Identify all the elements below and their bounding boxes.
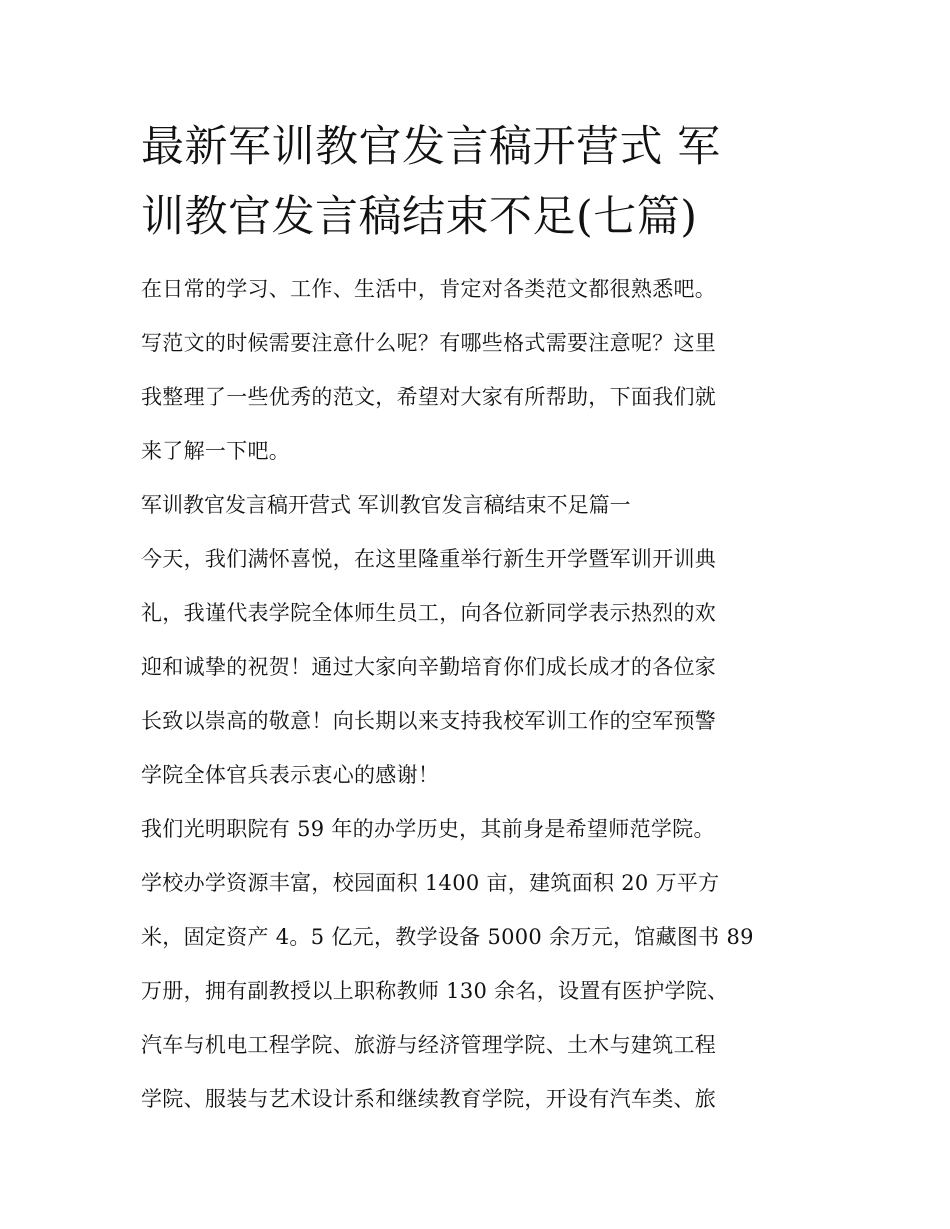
text-line: 学院全体官兵表示衷心的感谢！ [141,763,440,787]
document-title [141,112,821,252]
text-line: 来了解一下吧。 [141,439,291,463]
text-line: 汽车与机电工程学院、旅游与经济管理学院、土木与建筑工程 [141,1033,717,1057]
intro-paragraph [141,262,821,478]
text-line: 学校办学资源丰富，校园面积 1400 亩，建筑面积 20 万平方 [141,871,720,895]
text-line: 礼，我谨代表学院全体师生员工，向各位新同学表示热烈的欢 [141,601,717,625]
text-line: 万册，拥有副教授以上职称教师 130 余名，设置有医护学院、 [141,979,729,1003]
body-paragraph [141,802,821,1126]
text-line: 迎和诚挚的祝贺！通过大家向辛勤培育你们成长成才的各位家 [141,655,717,679]
body-paragraph [141,532,821,802]
text-line: 学院、服装与艺术设计系和继续教育学院，开设有汽车类、旅 [141,1087,717,1111]
text-line: 在日常的学习、工作、生活中，肯定对各类范文都很熟悉吧。 [141,277,717,301]
text-line: 我们光明职院有 59 年的办学历史，其前身是希望师范学院。 [141,817,715,841]
document-body [141,112,821,1126]
text-line: 长致以崇高的敬意！向长期以来支持我校军训工作的空军预警 [141,709,717,733]
text-line: 写范文的时候需要注意什么呢？有哪些格式需要注意呢？这里 [141,331,717,355]
text-line: 我整理了一些优秀的范文，希望对大家有所帮助，下面我们就 [141,385,717,409]
text-line: 米，固定资产 4。5 亿元，教学设备 5000 余万元，馆藏图书 89 [141,925,754,949]
title-line: 最新军训教官发言稿开营式 军 [141,122,721,172]
text-line: 今天，我们满怀喜悦，在这里隆重举行新生开学暨军训开训典 [141,547,717,571]
section-heading: 军训教官发言稿开营式 军训教官发言稿结束不足篇一 [141,493,631,517]
title-line: 训教官发言稿结束不足(七篇) [141,192,698,242]
